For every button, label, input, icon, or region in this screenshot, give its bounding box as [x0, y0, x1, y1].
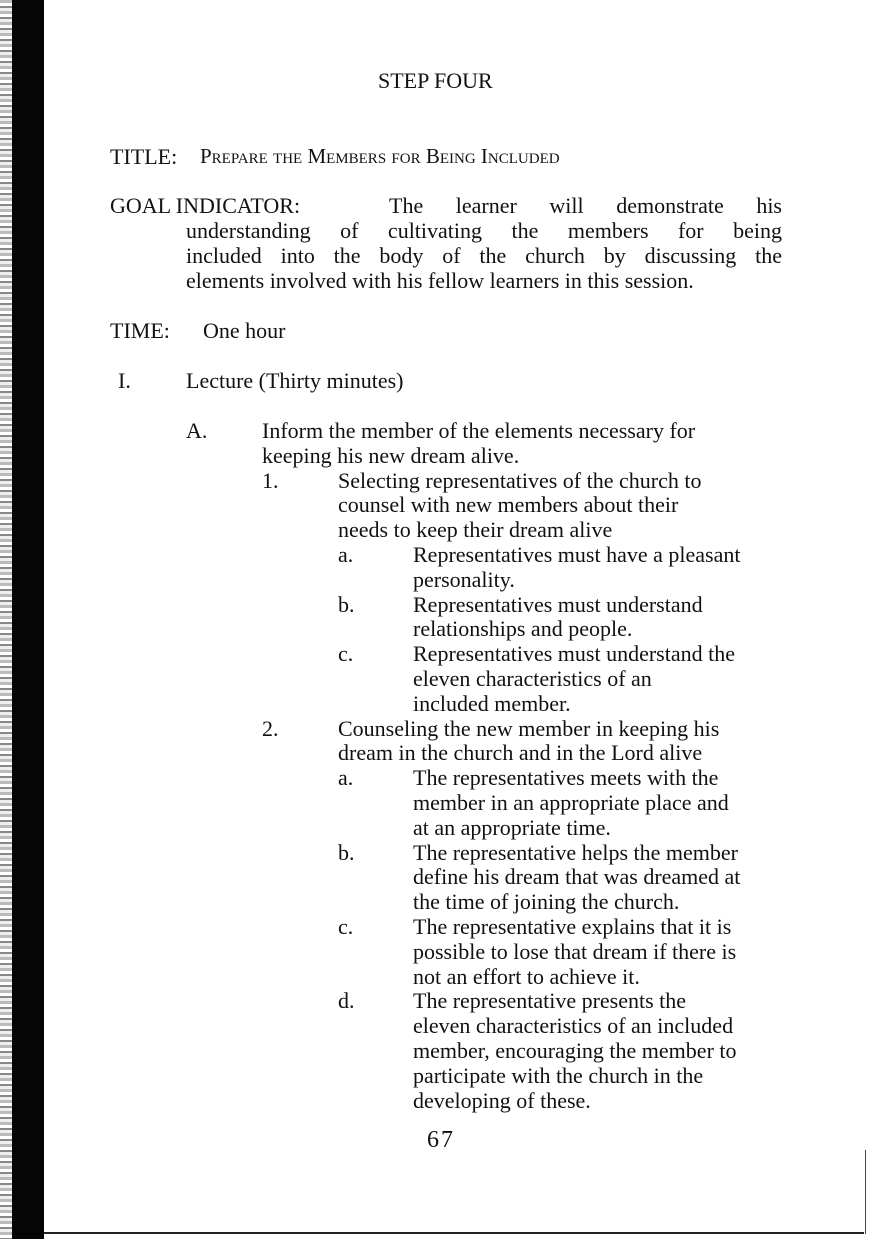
outline-point-text: included member.: [413, 690, 571, 716]
goal-line: included into the body of the church by discussing the: [186, 243, 782, 268]
page-bottom-edge: [44, 1232, 864, 1234]
outline-point-text: member in an appropriate place and: [413, 789, 729, 815]
outline-point-text: define his dream that was dreamed at: [413, 864, 741, 890]
outline-point-line: [0, 915, 872, 940]
outline-point-label: a.: [338, 765, 354, 791]
outline-point-line: [0, 1089, 872, 1114]
outline-item-text: keeping his new dream alive.: [262, 442, 520, 468]
outline-subitem-text: needs to keep their dream alive: [338, 517, 613, 543]
outline-point-label: b.: [338, 839, 355, 865]
outline-point-text: Representatives must understand: [413, 591, 703, 617]
outline-point-text: The representative explains that it is: [413, 913, 732, 939]
outline-subitem-text: counsel with new members about their: [338, 492, 679, 518]
page-right-edge: [865, 1150, 866, 1234]
outline-point-text: possible to lose that dream if there is: [413, 938, 737, 964]
time-label: TIME:: [110, 318, 170, 343]
outline-point-line: [0, 965, 872, 990]
outline-point-line: [0, 1039, 872, 1064]
outline-point-line: [0, 1014, 872, 1039]
outline-point-text: participate with the church in the: [413, 1062, 704, 1088]
outline-point-line: [0, 865, 872, 890]
outline-point-text: Representatives must understand the: [413, 641, 735, 667]
goal-label: GOAL INDICATOR:: [110, 193, 301, 218]
outline-subitem-line: [0, 493, 872, 518]
outline-point-line: [0, 1064, 872, 1089]
outline-point-text: eleven characteristics of an included: [413, 1013, 734, 1039]
outline-subitem-line: [0, 518, 872, 543]
title-value: Prepare the Members for Being Included: [200, 144, 560, 168]
outline-subitem-line: [0, 469, 872, 494]
outline-item-line: [0, 419, 872, 444]
title-label: TITLE:: [110, 144, 178, 169]
outline-point-line: [0, 841, 872, 866]
outline-point-label: c.: [338, 913, 354, 939]
outline-point-line: [0, 543, 872, 568]
outline-point-line: [0, 568, 872, 593]
outline-subitem-text: dream in the church and in the Lord alive: [338, 740, 703, 766]
outline-point-line: [0, 816, 872, 841]
outline-subitem-text: Selecting representatives of the church to: [338, 467, 702, 493]
outline-point-text: the time of joining the church.: [413, 889, 680, 915]
goal-line: understanding of cultivating the members for being: [186, 218, 782, 243]
outline-subitem-text: Counseling the new member in keeping his: [338, 715, 720, 741]
outline: [0, 419, 872, 1113]
outline-point-text: relationships and people.: [413, 616, 633, 642]
outline-point-text: The representatives meets with the: [413, 765, 719, 791]
outline-point-text: developing of these.: [413, 1087, 591, 1113]
outline-subitem-label: 2.: [262, 715, 279, 741]
goal-line: The learner will demonstrate his: [389, 193, 782, 218]
outline-point-line: [0, 940, 872, 965]
outline-point-line: [0, 667, 872, 692]
outline-point-label: d.: [338, 988, 355, 1014]
outline-subitem-line: [0, 717, 872, 742]
section-label: I.: [118, 368, 131, 393]
outline-point-line: [0, 692, 872, 717]
outline-point-text: The representative presents the: [413, 988, 687, 1014]
outline-point-line: [0, 890, 872, 915]
outline-point-line: [0, 617, 872, 642]
outline-point-label: a.: [338, 541, 354, 567]
outline-point-line: [0, 642, 872, 667]
outline-point-text: member, encouraging the member to: [413, 1037, 737, 1063]
outline-point-label: b.: [338, 591, 355, 617]
page-number: 67: [427, 1127, 455, 1153]
outline-point-line: [0, 766, 872, 791]
outline-point-text: Representatives must have a pleasant: [413, 541, 741, 567]
outline-subitem-line: [0, 741, 872, 766]
section-text: Lecture (Thirty minutes): [186, 368, 404, 393]
outline-point-label: c.: [338, 641, 354, 667]
outline-item-label: A.: [186, 418, 208, 443]
time-value: One hour: [203, 318, 286, 343]
outline-point-text: personality.: [413, 566, 515, 592]
outline-point-line: [0, 791, 872, 816]
outline-point-text: not an effort to achieve it.: [413, 963, 640, 989]
page-heading: STEP FOUR: [378, 68, 493, 93]
outline-subitem-label: 1.: [262, 467, 279, 493]
goal-line: elements involved with his fellow learners in this session.: [186, 268, 694, 293]
outline-point-text: at an appropriate time.: [413, 814, 611, 840]
outline-point-text: The representative helps the member: [413, 839, 738, 865]
outline-point-line: [0, 593, 872, 618]
outline-item-text: Inform the member of the elements necessary for: [262, 418, 696, 443]
outline-item-line: [0, 444, 872, 469]
outline-point-line: [0, 989, 872, 1014]
outline-point-text: eleven characteristics of an: [413, 665, 652, 691]
